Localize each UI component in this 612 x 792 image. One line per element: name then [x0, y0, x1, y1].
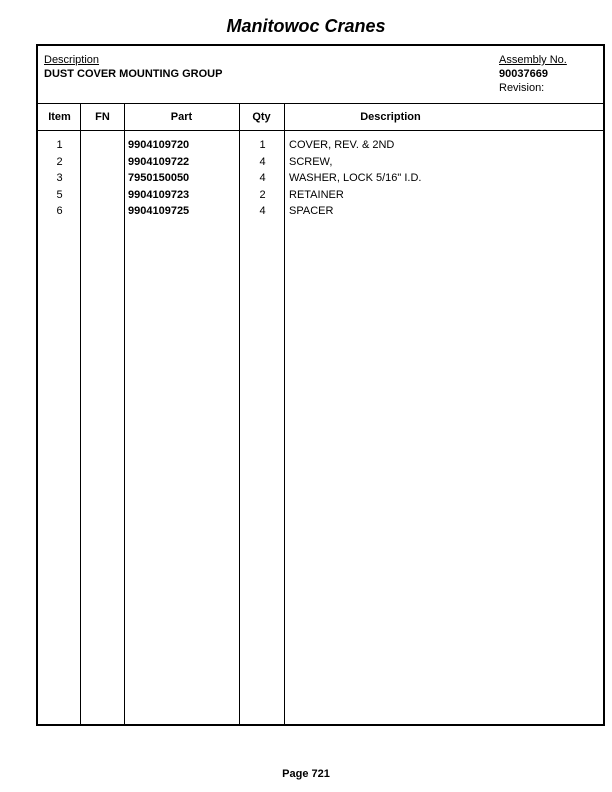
column-header-fn: FN [95, 111, 110, 123]
description-value: DUST COVER MOUNTING GROUP [44, 68, 223, 80]
item-number: 3 [56, 172, 63, 184]
column-header-description: Description [360, 111, 421, 123]
parts-table-body [38, 139, 603, 222]
part-description: COVER, REV. & 2ND [289, 139, 395, 151]
part-description: SPACER [289, 205, 334, 217]
part-number: 9904109722 [128, 155, 190, 168]
quantity: 4 [259, 155, 266, 168]
assembly-header [38, 46, 603, 104]
part-number: 9904109720 [128, 139, 190, 151]
part-number: 9904109725 [128, 205, 190, 217]
table-row [38, 205, 603, 222]
column-header-item: Item [48, 111, 71, 123]
item-number: 5 [56, 188, 63, 201]
quantity: 2 [259, 188, 266, 201]
column-headers [38, 104, 603, 131]
part-description: WASHER, LOCK 5/16" I.D. [289, 172, 422, 184]
part-number: 7950150050 [128, 172, 190, 184]
revision-label: Revision: [499, 82, 545, 94]
page-number: Page 721 [282, 768, 330, 780]
assembly-number-value: 90037669 [499, 68, 548, 80]
table-row [38, 139, 603, 156]
quantity: 1 [259, 139, 266, 151]
item-number: 6 [56, 205, 63, 217]
table-row [38, 189, 603, 206]
column-header-part: Part [170, 111, 193, 123]
assembly-number-label: Assembly No. [499, 54, 567, 66]
part-description: RETAINER [289, 188, 344, 201]
part-number: 9904109723 [128, 188, 190, 201]
table-row [38, 172, 603, 189]
part-description: SCREW, [289, 155, 333, 168]
table-row [38, 156, 603, 173]
quantity: 4 [259, 172, 266, 184]
parts-list-frame [36, 44, 605, 726]
description-label: Description [44, 54, 100, 66]
item-number: 1 [56, 139, 63, 151]
column-header-qty: Qty [252, 111, 271, 123]
quantity: 4 [259, 205, 266, 217]
page-title: Manitowoc Cranes [226, 16, 386, 36]
item-number: 2 [56, 155, 63, 168]
